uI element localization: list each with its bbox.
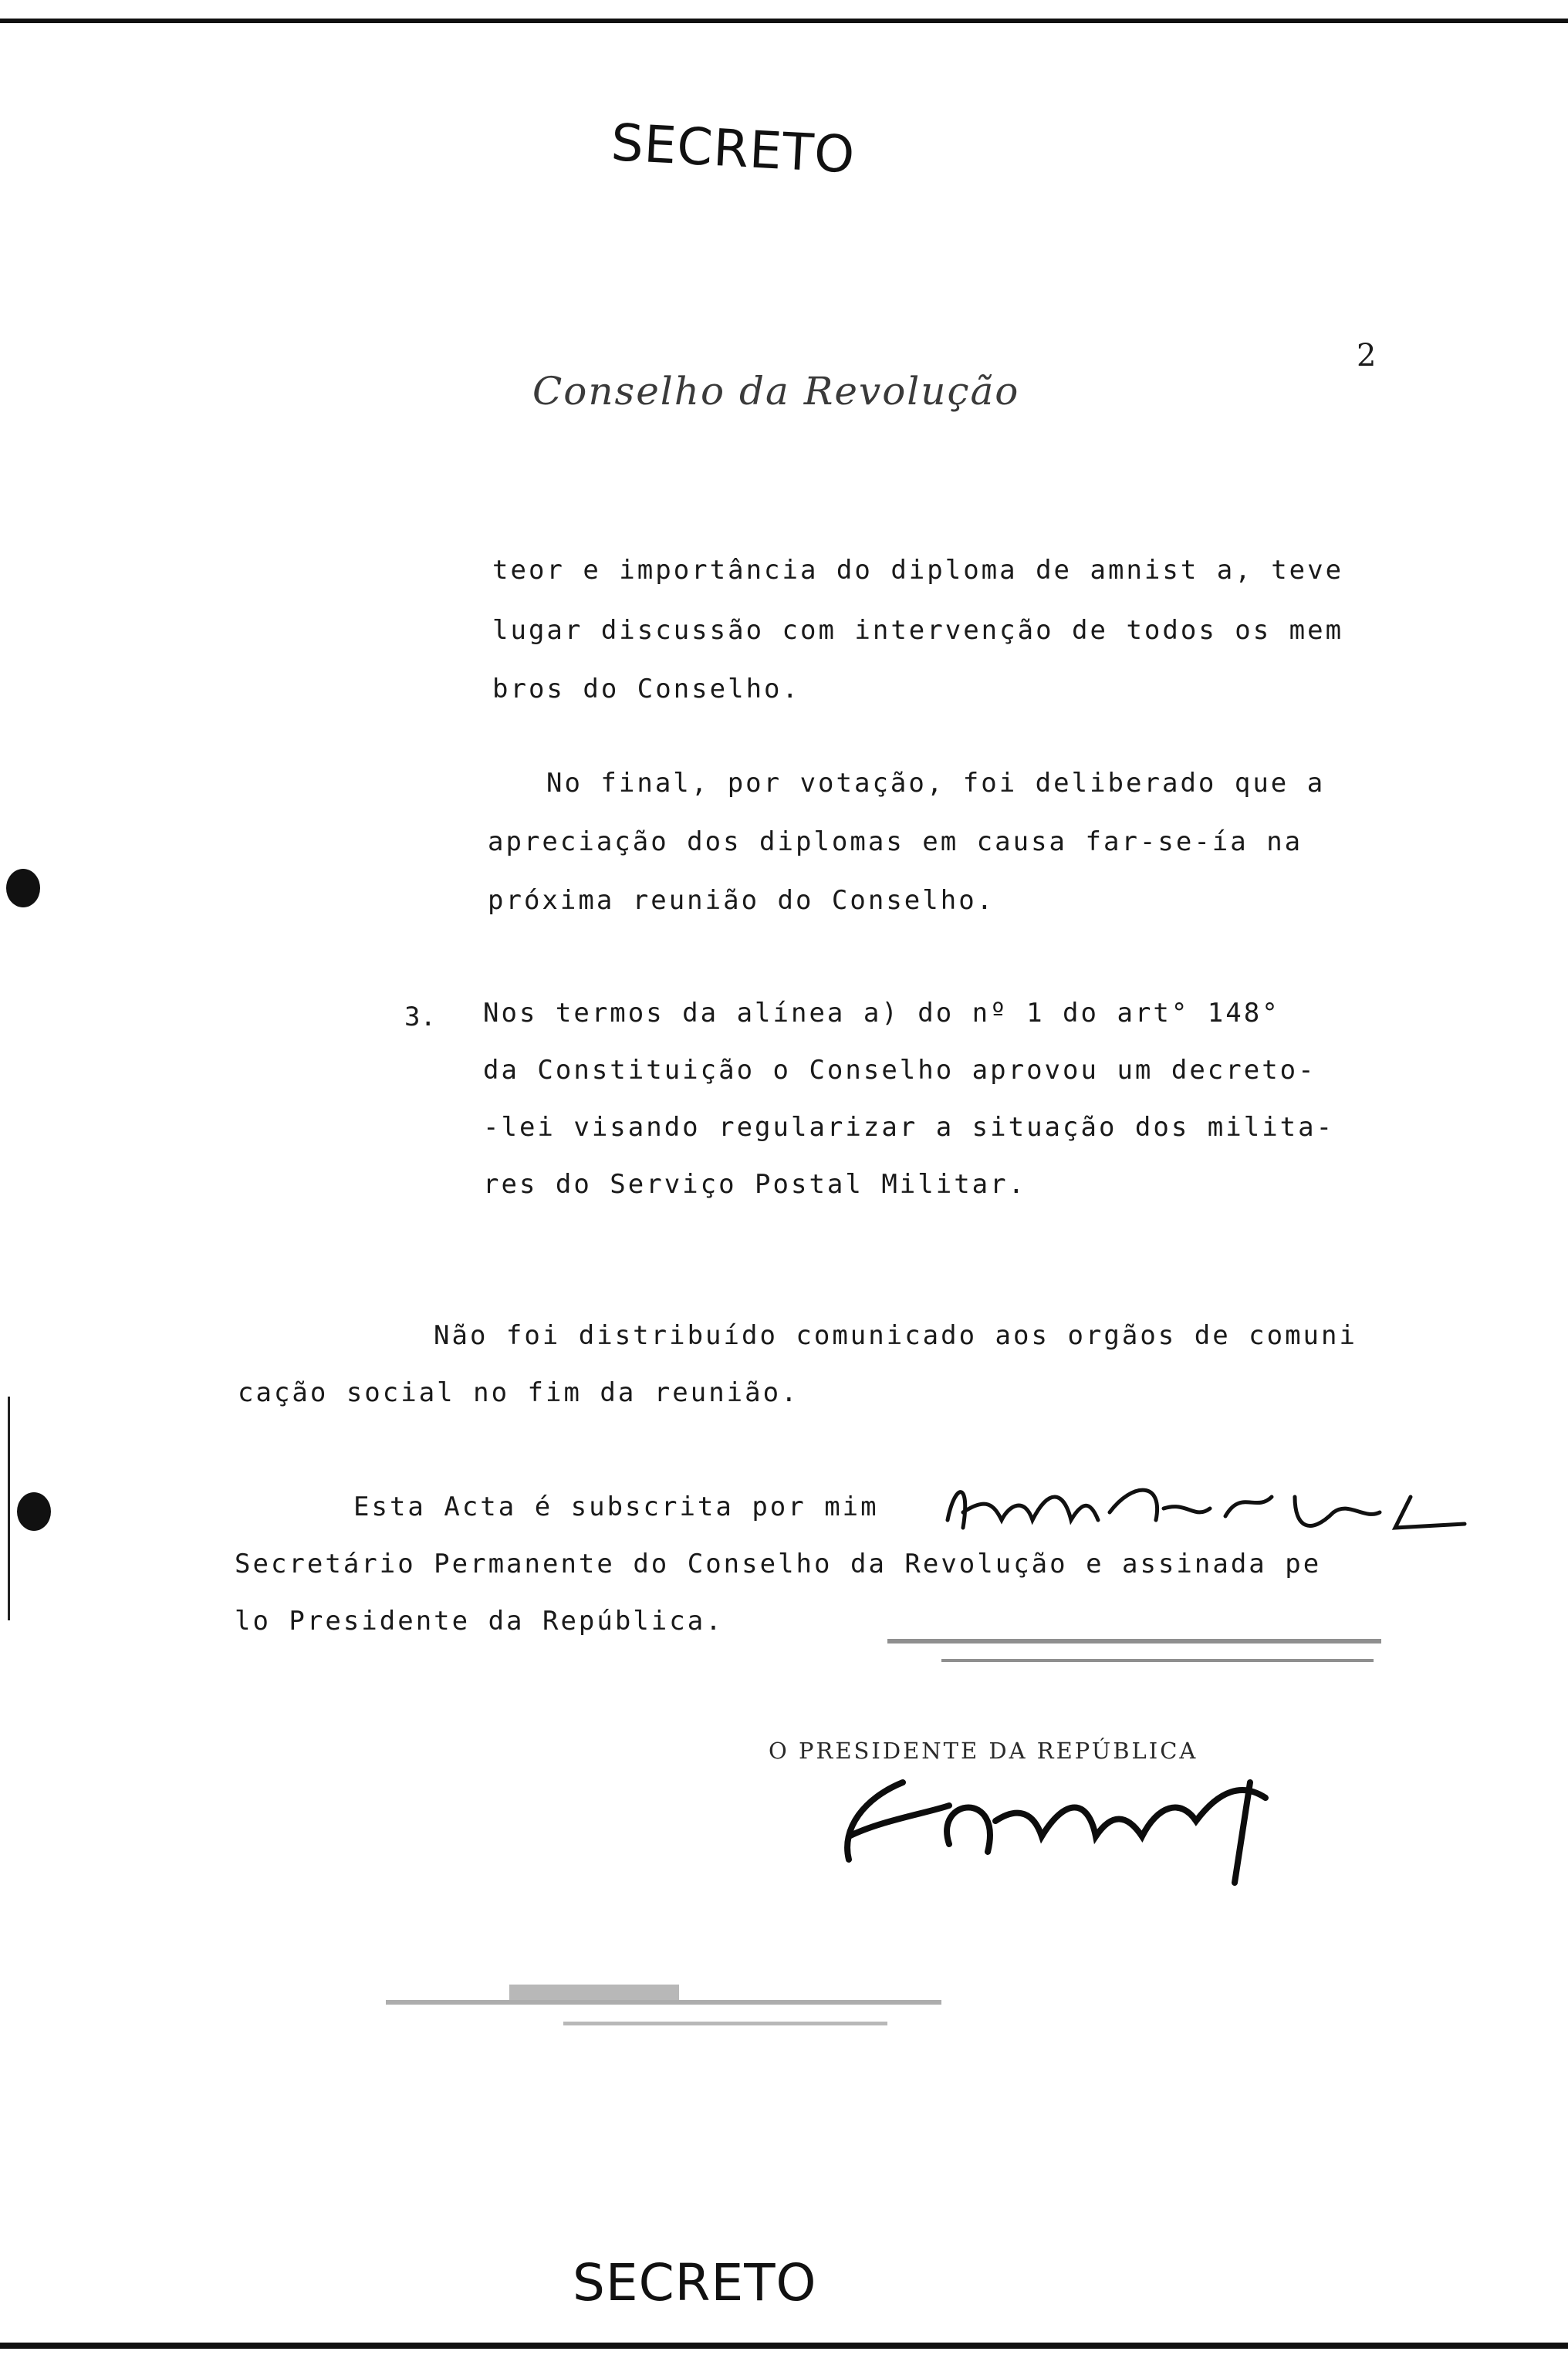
bottom-border-line: [0, 2343, 1568, 2349]
faded-stamp-mark: [509, 1985, 679, 2000]
paragraph1-line3: bros do Conselho.: [492, 674, 800, 704]
president-signature: [833, 1767, 1312, 1890]
paragraph5-line2: Secretário Permanente do Conselho da Revolução e assinada pe: [235, 1549, 1322, 1579]
president-title-label: O PRESIDENTE DA REPÚBLICA: [769, 1738, 1198, 1764]
ink-smudge: [887, 1639, 1381, 1644]
paragraph5-line3: lo Presidente da República.: [235, 1606, 724, 1637]
top-border-line: [0, 19, 1568, 23]
paragraph5-line1: Esta Acta é subscrita por mim: [353, 1491, 879, 1522]
ink-smudge: [941, 1659, 1374, 1662]
punch-hole: [17, 1492, 51, 1531]
item-number-3: 3.: [404, 1002, 436, 1032]
paragraph4-line1: Não foi distribuído comunicado aos orgãos de comuni: [434, 1320, 1357, 1351]
item3-line1: Nos termos da alínea a) do nº 1 do art° 148°: [483, 998, 1280, 1029]
letterhead-conselho: Conselho da Revolução: [532, 369, 1020, 414]
secret-stamp-bottom: SECRETO: [573, 2253, 817, 2312]
paragraph2-line1: No final, por votação, foi deliberado que a: [546, 768, 1326, 799]
item3-line4: res do Serviço Postal Militar.: [483, 1169, 1027, 1200]
secret-stamp-top: SECRETO: [609, 113, 857, 185]
paragraph2-line2: apreciação dos diplomas em causa far-se-ía na: [488, 826, 1303, 857]
paragraph4-line2: cação social no fim da reunião.: [238, 1377, 799, 1408]
item3-line2: da Constituição o Conselho aprovou um decreto-: [483, 1055, 1316, 1086]
item3-line3: -lei visando regularizar a situação dos milita-: [483, 1112, 1335, 1143]
punch-hole: [6, 869, 40, 907]
paragraph1-line1: teor e importância do diploma de amnist a, teve: [492, 555, 1344, 586]
page-number: 2: [1357, 338, 1377, 373]
secretary-signature: [932, 1466, 1488, 1551]
margin-line: [8, 1397, 10, 1620]
faded-stamp-mark: [563, 2022, 887, 2025]
paragraph1-line2: lugar discussão com intervenção de todos os mem: [492, 615, 1344, 646]
paragraph2-line3: próxima reunião do Conselho.: [488, 885, 995, 916]
faded-stamp-mark: [386, 2000, 941, 2005]
